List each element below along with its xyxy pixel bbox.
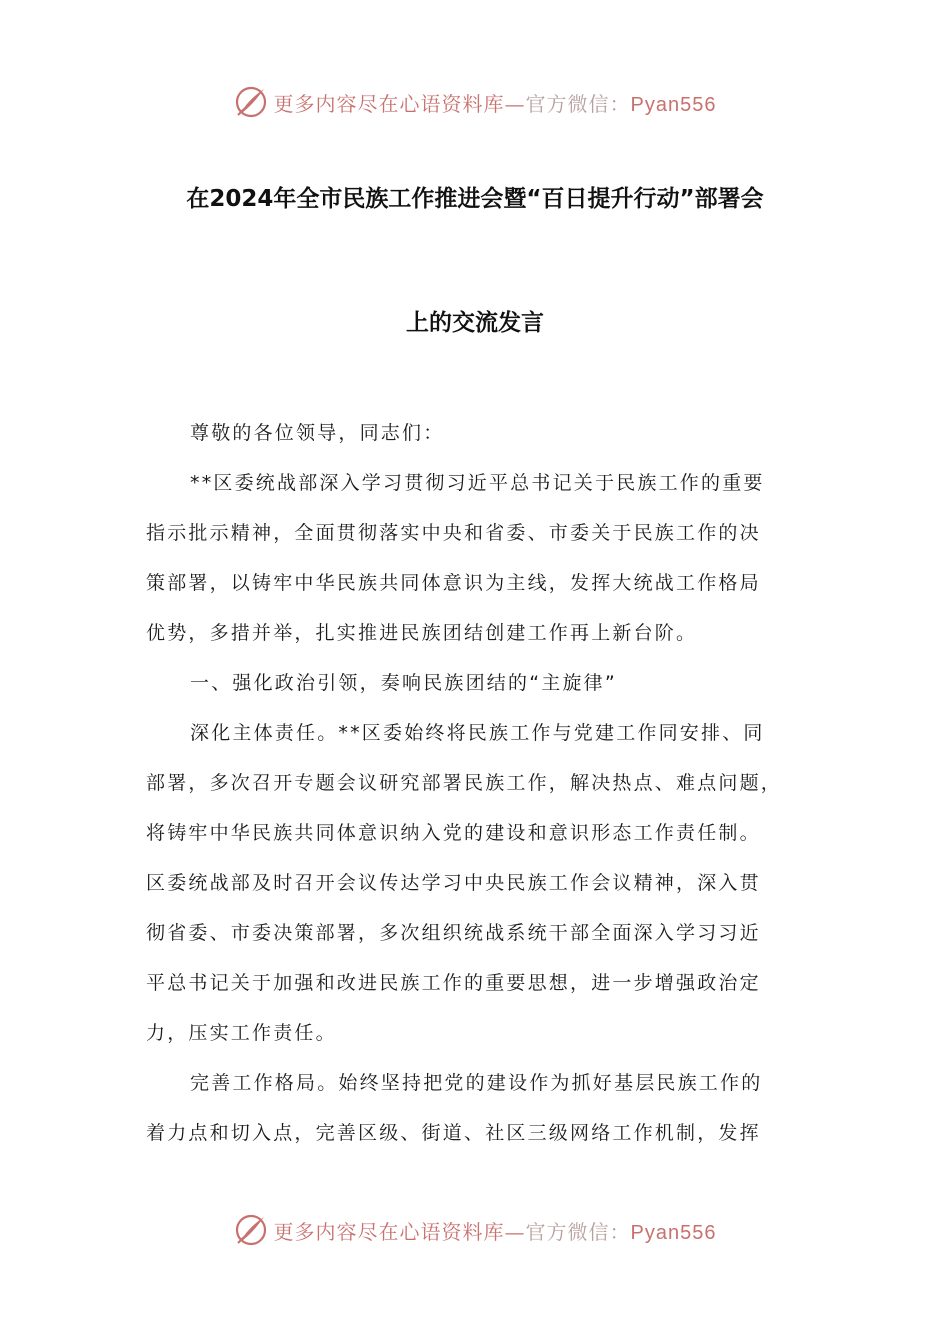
body-line: 平总书记关于加强和改进民族工作的重要思想，进一步增强政治定 [146,972,761,994]
watermark-sub: 官方微信： [525,1219,631,1244]
watermark-separator: — [504,1219,526,1244]
document-title-line2: 上的交流发言 [406,310,544,336]
document-body [146,408,816,1158]
body-line: 彻省委、市委决策部署，多次组织统战系统干部全面深入学习习近 [146,922,761,944]
body-line: 部署，多次召开专题会议研究部署民族工作，解决热点、难点问题， [146,772,783,794]
quill-logo-icon [234,85,268,119]
body-line: 优势，多措并举，扎实推进民族团结创建工作再上新台阶。 [146,622,698,644]
body-line: 完善工作格局。始终坚持把党的建设作为抓好基层民族工作的 [190,1072,763,1094]
watermark-text [274,1216,717,1245]
watermark-main: 更多内容尽在心语资料库 [273,1219,505,1244]
body-line: 着力点和切入点，完善区级、街道、社区三级网络工作机制，发挥 [146,1122,761,1144]
body-line: 力，压实工作责任。 [146,1022,337,1044]
watermark-separator: — [504,91,526,116]
watermark-text [274,88,717,117]
body-line: 区委统战部及时召开会议传达学习中央民族工作会议精神，深入贯 [146,872,761,894]
watermark-bottom [0,1210,950,1250]
section-heading: 一、强化政治引领，奏响民族团结的“主旋律” [190,672,617,694]
watermark-main: 更多内容尽在心语资料库 [273,91,505,116]
document-title-line1: 在2024年全市民族工作推进会暨“百日提升行动”部署会 [186,186,764,212]
watermark-sub: 官方微信： [525,91,631,116]
watermark-id: Pyan556 [630,93,717,116]
quill-logo-icon [234,1213,268,1247]
body-line: **区委统战部深入学习贯彻习近平总书记关于民族工作的重要 [190,472,765,494]
body-line: 深化主体责任。**区委始终将民族工作与党建工作同安排、同 [190,722,765,744]
body-line: 策部署，以铸牢中华民族共同体意识为主线，发挥大统战工作格局 [146,572,761,594]
watermark-id: Pyan556 [630,1221,717,1244]
body-line: 指示批示精神，全面贯彻落实中央和省委、市委关于民族工作的决 [146,522,761,544]
body-line: 尊敬的各位领导，同志们： [190,422,445,444]
watermark-top [0,82,950,122]
body-line: 将铸牢中华民族共同体意识纳入党的建设和意识形态工作责任制。 [146,822,761,844]
